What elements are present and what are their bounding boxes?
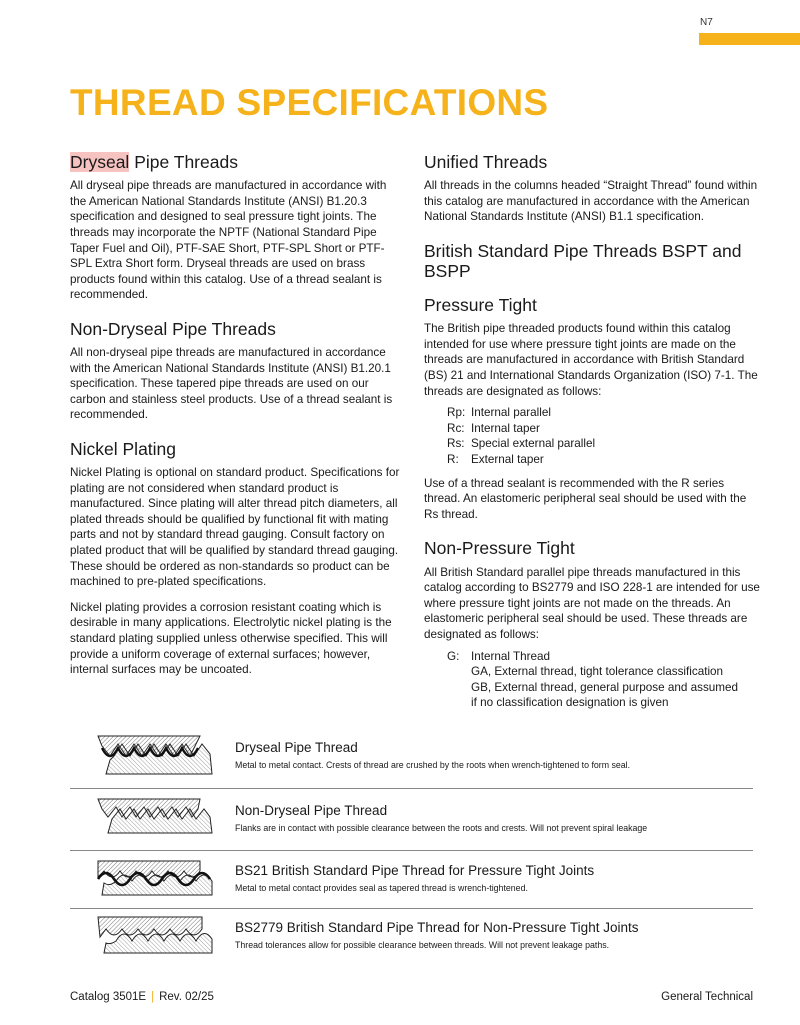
non-pressure-tight-heading: Non-Pressure Tight (424, 538, 575, 559)
designation-code: Rs: (447, 437, 465, 451)
page-number: N7 (700, 17, 713, 28)
designation-code: Rp: (447, 406, 466, 420)
g-sub-item: if no classification designation is given (471, 696, 669, 710)
diagram-title: Dryseal Pipe Thread (235, 740, 358, 755)
g-sub-item: GB, External thread, general purpose and assumed (471, 680, 739, 694)
left-column (70, 152, 405, 678)
designation-code: Rc: (447, 421, 465, 435)
section-tab-bar (699, 33, 800, 45)
dryseal-body: All dryseal pipe threads are manufactured in accordance with the American National Standards Institute (ANSI) B1.20.3 specification and designed to seal pressure tight joints. The threads may incorporate the NPTF (National Standard Pipe Taper Fuel and Oil), PTF-SAE Short, PTF-SPL Short or PTF-SPL Extra Short form. Dryseal threads are used on brass products found within this catalog. Use of a thread sealant is recommended. (70, 179, 387, 302)
g-desc: Internal Thread (471, 649, 551, 663)
diagram-row-non-dryseal (70, 789, 753, 851)
non-dryseal-thread-icon (92, 795, 216, 837)
non-pressure-tight-body: All British Standard parallel pipe threads manufactured in this catalog according to BS2779 and ISO 228-1 are intended for use where pressure tight joints are not made on the threads. An elastomeric peripheral seal should be used. These threads are designated as follows: (424, 565, 760, 641)
diagram-text (235, 803, 647, 833)
diagram-title: BS21 British Standard Pipe Thread for Pressure Tight Joints (235, 863, 595, 878)
diagram-text (235, 920, 638, 950)
designation-desc: Special external parallel (471, 437, 596, 451)
diagram-desc: Metal to metal contact provides seal as tapered thread is wrench-tightened. (235, 883, 528, 893)
diagram-text (235, 740, 630, 770)
diagram-desc: Flanks are in contact with possible clearance between the roots and crests. Will not prevent spiral leakage (235, 823, 648, 833)
g-sub-item: GA, External thread, tight tolerance classification (471, 665, 724, 679)
nickel-plating-body-2: Nickel plating provides a corrosion resistant coating which is desirable in many applications. Electrolytic nickel plating is the standard plating supplied unless otherwise specified. This will provide a uniform coverage of external surfaces; however, internal surfaces may be uncoated. (70, 600, 392, 677)
pressure-tight-body: The British pipe threaded products found within this catalog intended for use where pressure tight joints are made on the threads are manufactured in accordance with British Standard (BS) 21 and International Standards Organization (ISO) 7-1. The threads are designated as follows: (424, 322, 758, 398)
diagram-row-bs2779 (70, 909, 753, 963)
nickel-plating-heading: Nickel Plating (70, 438, 177, 459)
dryseal-heading-highlight: Dryseal (70, 152, 130, 172)
non-dryseal-body: All non-dryseal pipe threads are manufactured in accordance with the American National Standards Institute (ANSI) B1.20.1 specification. These tapered pipe threads are used on our carbon and stainless steel products. Use of a thread sealant is recommended. (70, 346, 393, 422)
unified-heading: Unified Threads (424, 152, 548, 172)
diagram-title: BS2779 British Standard Pipe Thread for Non-Pressure Tight Joints (235, 920, 639, 935)
designation-code: R: (447, 453, 459, 467)
page-title: THREAD SPECIFICATIONS (70, 82, 549, 123)
designation-list (447, 405, 760, 467)
designation-item (447, 405, 760, 421)
designation-item (447, 452, 760, 468)
revision: Rev. 02/25 (159, 991, 214, 1003)
pressure-tight-note: Use of a thread sealant is recommended with the R series thread. An elastomeric peripheral seal should be used with the Rs thread. (424, 476, 747, 521)
footer-separator: | (151, 991, 155, 1003)
diagram-desc: Metal to metal contact. Crests of thread are crushed by the roots when wrench-tightened to form seal. (235, 760, 631, 770)
thread-diagram-list (70, 728, 753, 963)
g-designation-list (447, 649, 760, 711)
footer-catalog-info (70, 991, 214, 1003)
footer-section-name: General Technical (661, 991, 753, 1003)
diagram-title: Non-Dryseal Pipe Thread (235, 803, 388, 818)
british-heading: British Standard Pipe Threads BSPT and BSPP (424, 240, 742, 282)
dryseal-heading-rest: Pipe Threads (129, 152, 238, 172)
designation-item (447, 436, 760, 452)
diagram-text (235, 863, 594, 893)
g-code: G: (447, 649, 460, 663)
designation-desc: Internal parallel (471, 406, 551, 420)
designation-desc: External taper (471, 453, 544, 467)
dryseal-thread-icon (92, 732, 216, 778)
dryseal-heading (70, 152, 405, 172)
diagram-row-dryseal (70, 728, 753, 789)
pressure-tight-heading: Pressure Tight (424, 295, 537, 316)
designation-item (447, 421, 760, 437)
non-dryseal-heading: Non-Dryseal Pipe Threads (70, 318, 276, 339)
nickel-plating-body-1: Nickel Plating is optional on standard product. Specifications for plating are not considered when standard product is manufactured. Since plating will alter thread pitch diameters, all plated threads should be qualified by functional fit with mating parts and not by standard thread gauging. Consult factory on plated product that will be qualified by standard thread gauging. These should be ordered as non-standards so product can be machined to pre-plated specifications. (70, 466, 400, 589)
diagram-desc: Thread tolerances allow for possible clearance between threads. Will not prevent leakage paths. (235, 940, 610, 950)
right-column (424, 152, 760, 711)
bs2779-thread-icon (92, 913, 216, 957)
catalog-number: Catalog 3501E (70, 991, 147, 1003)
bs21-thread-icon (92, 857, 216, 899)
designation-desc: Internal taper (471, 421, 540, 435)
unified-body: All threads in the columns headed “Straight Thread” found within this catalog are manufactured in accordance with the American National Standards Institute (ANSI) B1.1 specification. (424, 179, 758, 224)
diagram-row-bs21 (70, 851, 753, 909)
